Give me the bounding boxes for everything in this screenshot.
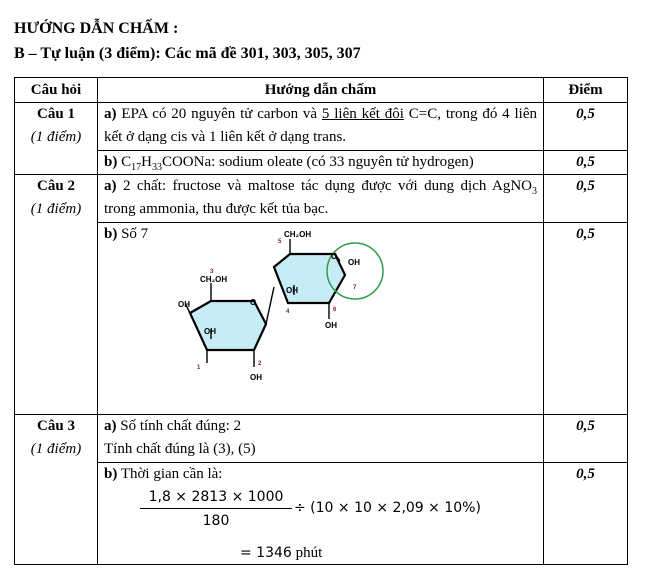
q1a-answer: a) EPA có 20 nguyên tử carbon và 5 liên kết đôi C=C, trong đó 4 liên kết ở dạng cis và 1 liên kết ở dạng trans. — [98, 103, 544, 151]
table-row — [15, 463, 628, 565]
underlined-phrase: 5 liên kết đôi — [321, 106, 404, 122]
table-row — [15, 103, 628, 151]
header-guide: Hướng dẫn chấm — [98, 78, 544, 103]
header-question: Câu hỏi — [15, 78, 98, 103]
q1b-label: b) — [104, 154, 118, 170]
label-ch2oh-left: CH₂OH — [200, 275, 228, 284]
q3a-label: a) — [104, 418, 117, 434]
q1a-points: 0,5 — [544, 103, 628, 151]
q2a-points: 0,5 — [544, 175, 628, 223]
label-oh-left-1: OH — [178, 300, 190, 309]
svg-text:7: 7 — [353, 285, 357, 291]
right-glucose-ring — [274, 254, 345, 303]
q3b-points: 0,5 — [544, 463, 628, 565]
question-1-points-note: (1 điểm) — [30, 129, 82, 145]
calculation-result: = 1346 phút — [240, 545, 323, 561]
table-row — [15, 223, 628, 415]
grading-table — [14, 77, 628, 565]
label-oh-left-2: OH — [204, 327, 216, 336]
label-o-left: O — [250, 298, 257, 307]
table-row — [15, 175, 628, 223]
q2a-answer: a) 2 chất: fructose và maltose tác dụng được với dung dịch AgNO$_3$ trong ammonia, thu được kết tủa bạc. — [98, 175, 544, 223]
calculation-formula — [104, 486, 537, 542]
svg-text:2: 2 — [258, 361, 262, 367]
header-points: Điểm — [544, 78, 628, 103]
question-3-points-note: (1 điểm) — [30, 441, 82, 457]
table-row — [15, 415, 628, 463]
q2b-answer: b) Số 7 CH₂OH 5 CH₂OH 3 O O OH 7 OH 4 6 OH OH OH 1 2 OH — [98, 223, 544, 415]
question-3-cell — [15, 415, 98, 565]
document-title: HƯỚNG DẪN CHẤM : — [14, 20, 179, 37]
q2b-points: 0,5 — [544, 223, 628, 415]
q3b-answer: b) Thời gian cần là: $\frac{1,8 \times 2813 \times 1000}{180}$ ÷ (10 × 10 × 2,09 × 10%) = 1346 phút — [98, 463, 544, 565]
q2b-label: b) — [104, 226, 118, 242]
maltose-structure-diagram — [178, 227, 408, 399]
label-o-right: O — [331, 252, 338, 261]
svg-text:4: 4 — [286, 309, 290, 315]
left-glucose-ring — [190, 301, 266, 350]
svg-text:5: 5 — [278, 239, 282, 245]
svg-text:1: 1 — [197, 365, 201, 371]
svg-text:6: 6 — [333, 307, 337, 313]
q3a-answer: a) Số tính chất đúng: 2 Tính chất đúng là (3), (5) — [98, 415, 544, 463]
fraction-divisor: ÷ (10 × 10 × 2,09 × 10%) — [294, 500, 481, 516]
q2a-label: a) — [104, 178, 117, 194]
question-2-points-note: (1 điểm) — [30, 201, 82, 217]
label-oh-left-bottom: OH — [250, 373, 262, 382]
svg-text:3: 3 — [210, 269, 214, 275]
q3b-label: b) — [104, 466, 118, 482]
question-1-name: Câu 1 — [37, 106, 75, 122]
question-2-name: Câu 2 — [37, 178, 75, 194]
q1b-answer: b) $C_{17}H_{33}COONa$: sodium oleate (có 33 nguyên tử hydrogen) — [98, 151, 544, 175]
q1a-label: a) — [104, 106, 117, 122]
fraction-numerator: 1,8 × 2813 × 1000 — [140, 486, 292, 509]
q1b-points: 0,5 — [544, 151, 628, 175]
label-ch2oh-top: CH₂OH — [284, 230, 312, 239]
table-row — [15, 151, 628, 175]
section-subtitle: B – Tự luận (3 điểm): Các mã đề 301, 303, 305, 307 — [14, 45, 361, 62]
label-oh-bottom-right: OH — [325, 321, 337, 330]
question-3-name: Câu 3 — [37, 418, 75, 434]
label-oh-ring-right: OH — [286, 286, 298, 295]
label-oh-circled: OH — [348, 258, 360, 267]
table-header-row — [15, 78, 628, 103]
q3a-points: 0,5 — [544, 415, 628, 463]
question-2-cell — [15, 175, 98, 415]
fraction-denominator: 180 — [202, 513, 230, 529]
question-1-cell — [15, 103, 98, 175]
